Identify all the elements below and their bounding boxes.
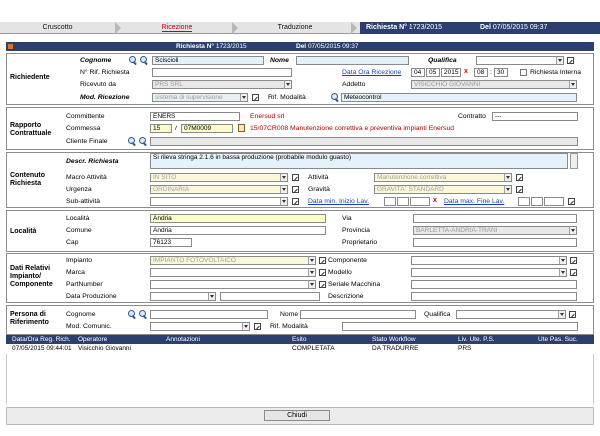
- clear-date-icon[interactable]: x: [464, 68, 468, 75]
- componente-label: Componente: [328, 257, 367, 264]
- textarea-scrollbar[interactable]: [570, 153, 578, 169]
- urgenza-label: Urgenza: [66, 186, 92, 193]
- edit-icon[interactable]: [319, 257, 326, 264]
- tab-separator: [351, 22, 357, 34]
- richiesta-interna-label: Richiesta Interna: [530, 69, 582, 76]
- mod-ricezione-value: sistema di supervisione: [155, 94, 223, 101]
- data-produzione-input[interactable]: [220, 292, 320, 301]
- rif-nome-label: Nome: [280, 311, 299, 318]
- chevron-down-icon[interactable]: [280, 186, 287, 193]
- edit-icon[interactable]: [570, 257, 577, 264]
- top-navigation: [0, 22, 600, 34]
- rif-cognome-label: Cognome: [66, 311, 96, 318]
- via-input[interactable]: [413, 214, 577, 223]
- column-header: Esito: [292, 336, 307, 343]
- nav-date-value: 07/05/2015 09:37: [492, 24, 548, 31]
- search-icon[interactable]: [128, 137, 137, 146]
- document-icon[interactable]: [238, 124, 245, 132]
- cliente-finale-label: Cliente Finale: [66, 138, 108, 145]
- column-header: Data/Ora Reg. Rich.: [12, 336, 71, 343]
- urgenza-value: ORDINARIA: [153, 186, 190, 193]
- alert-icon[interactable]: [568, 198, 575, 205]
- localita-label: Località: [66, 215, 90, 222]
- modello-select[interactable]: [411, 268, 567, 277]
- nome-input[interactable]: [296, 56, 409, 65]
- comune-input[interactable]: Andria: [150, 226, 326, 235]
- addetto-value: VISICCHIO GIOVANNI: [414, 81, 481, 88]
- ricezione-month-input[interactable]: 05: [426, 68, 440, 77]
- edit-icon[interactable]: [567, 57, 574, 64]
- edit-icon[interactable]: [516, 186, 523, 193]
- data-min-year-input[interactable]: [410, 197, 430, 206]
- mod-comunic-label: Mod. Comunic.: [66, 323, 112, 330]
- chevron-down-icon[interactable]: [504, 174, 511, 181]
- cliente-finale-input[interactable]: [150, 137, 578, 146]
- table-cell: Visicchio Giovanni: [78, 345, 131, 352]
- marca-label: Marca: [66, 269, 85, 276]
- provincia-label: Provincia: [342, 227, 370, 234]
- macro-attivita-label: Macro Attività: [66, 174, 107, 181]
- partnumber-select[interactable]: [150, 280, 316, 289]
- nav-date-label: Del: [480, 24, 491, 31]
- chevron-down-icon[interactable]: [308, 257, 315, 264]
- edit-icon[interactable]: [254, 323, 261, 330]
- table-cell: PRS: [458, 345, 472, 352]
- gravita-label: Gravità: [308, 186, 330, 193]
- committente-description: Enersud srl: [250, 113, 285, 120]
- header-request-number: 1723/2015: [215, 43, 247, 50]
- section-title-contenuto: Contenuto Richiesta: [10, 172, 45, 187]
- tab-cruscotto-label: Cruscotto: [42, 24, 73, 31]
- committente-label: Committente: [66, 113, 105, 120]
- edit-icon[interactable]: [319, 269, 326, 276]
- data-max-year-input[interactable]: [544, 197, 564, 206]
- rif-modalita-label: Rif. Modalità: [268, 94, 306, 101]
- data-max-fine-link[interactable]: Data max. Fine Lav.: [444, 198, 505, 205]
- search-icon[interactable]: [331, 93, 340, 102]
- descrizione-input[interactable]: [411, 292, 577, 301]
- section-title-riferimento: Persona di Riferimento: [10, 311, 49, 326]
- impianto-label: Impianto: [66, 257, 93, 264]
- table-cell: 07/05/2015 09:44:01: [12, 345, 72, 352]
- macro-attivita-select[interactable]: [150, 173, 288, 182]
- column-header: Liv. Ute. P.S.: [458, 336, 495, 343]
- chevron-down-icon[interactable]: [308, 281, 315, 288]
- nav-request-label: Richiesta N°: [366, 24, 407, 31]
- rif-qualifica-select[interactable]: [456, 310, 566, 319]
- chevron-down-icon[interactable]: [308, 269, 315, 276]
- table-cell: COMPLETATA: [292, 345, 335, 352]
- contratto-label: Contratto: [458, 113, 486, 120]
- chevron-down-icon[interactable]: [242, 323, 249, 330]
- commessa-separator: /: [175, 125, 177, 132]
- data-produzione-select[interactable]: [150, 292, 216, 301]
- chevron-down-icon[interactable]: [559, 269, 566, 276]
- ricezione-minute-input[interactable]: 30: [494, 68, 508, 77]
- tab-cruscotto[interactable]: [0, 22, 115, 34]
- table-body-area: [6, 354, 594, 404]
- nome-label: Nome: [270, 57, 289, 64]
- proprietario-input[interactable]: [413, 238, 577, 247]
- chevron-down-icon[interactable]: [559, 257, 566, 264]
- componente-select[interactable]: [411, 256, 567, 265]
- cognome-label: Cognome: [80, 57, 112, 64]
- sub-attivita-label: Sub-attività: [66, 198, 101, 205]
- gravita-value: GRAVITA` STANDARD: [377, 186, 444, 193]
- column-header: Ute Pas. Suc.: [538, 336, 578, 343]
- attivita-label: Attività: [308, 174, 329, 181]
- macro-attivita-value: IN SITO: [153, 174, 177, 181]
- time-separator: :: [490, 69, 492, 76]
- addetto-label: Addetto: [342, 81, 366, 88]
- column-header: Stato Workflow: [372, 336, 416, 343]
- tab-separator: [232, 22, 238, 34]
- mod-ricezione-select[interactable]: [152, 93, 248, 102]
- history-table-header: [6, 335, 594, 344]
- gravita-select[interactable]: [374, 185, 512, 194]
- search-icon[interactable]: [129, 56, 138, 65]
- commessa-code-input[interactable]: 07M0009: [181, 124, 233, 133]
- qualifica-label: Qualifica: [428, 57, 457, 64]
- chevron-down-icon[interactable]: [208, 293, 215, 300]
- proprietario-label: Proprietario: [342, 239, 378, 246]
- cap-label: Cap: [66, 239, 79, 246]
- mod-ricezione-label: Mod. Ricezione: [80, 94, 130, 101]
- data-min-month-input[interactable]: [397, 197, 409, 206]
- seriale-label: Seriale Macchina: [328, 281, 381, 288]
- richiesta-interna-checkbox[interactable]: [520, 69, 527, 76]
- chevron-down-icon[interactable]: [569, 227, 576, 234]
- ricezione-year-input[interactable]: 2015: [441, 68, 461, 77]
- tab-traduzione[interactable]: [239, 22, 351, 34]
- chevron-down-icon[interactable]: [558, 311, 565, 318]
- localita-input[interactable]: Andria: [150, 214, 326, 223]
- tab-ricezione-label: Ricezione: [161, 24, 193, 31]
- header-date-value: 07/05/2015 09:37: [307, 43, 359, 50]
- addetto-select[interactable]: [411, 80, 577, 89]
- ricevuto-da-select[interactable]: [152, 80, 292, 89]
- modello-label: Modello: [328, 269, 352, 276]
- close-button[interactable]: Chiudi: [264, 410, 330, 421]
- cognome-input[interactable]: Sciscioli: [152, 56, 264, 65]
- comune-label: Comune: [66, 227, 92, 234]
- ricevuto-da-label: Ricevuto da: [80, 81, 116, 88]
- tab-ricezione[interactable]: [122, 22, 232, 34]
- data-min-day-input[interactable]: [384, 197, 396, 206]
- table-cell: DA TRADURRE: [372, 345, 419, 352]
- edit-icon[interactable]: [319, 281, 326, 288]
- rif-richiesta-input[interactable]: [152, 68, 292, 77]
- descr-richiesta-label: Descr. Richiesta: [66, 158, 119, 165]
- nav-request-info: [360, 22, 600, 34]
- data-max-month-input[interactable]: [531, 197, 543, 206]
- urgenza-select[interactable]: [150, 185, 288, 194]
- rif-modalita-input[interactable]: Meteocontrol: [341, 93, 577, 102]
- nav-request-number: 1723/2015: [408, 24, 442, 31]
- partnumber-label: PartNumber: [66, 281, 103, 288]
- search-icon[interactable]: [128, 310, 137, 319]
- rif-cognome-input[interactable]: [150, 310, 268, 319]
- sub-attivita-select[interactable]: [150, 197, 288, 206]
- rif-modalita-comunic-label: Rif. Modalità: [270, 323, 308, 330]
- commessa-year-input[interactable]: 15: [150, 124, 172, 133]
- edit-icon[interactable]: [292, 198, 299, 205]
- commessa-description: 15/07CR008 Manutenzione correttiva e preventiva impianti Enersud: [250, 125, 455, 132]
- rif-qualifica-label: Qualifica: [424, 311, 451, 318]
- section-title-rapporto: Rapporto Contrattuale: [10, 122, 52, 137]
- attivita-value: Manutenzione correttiva: [377, 174, 447, 181]
- mod-comunic-select[interactable]: [150, 322, 250, 331]
- attivita-select[interactable]: [374, 173, 512, 182]
- seriale-input[interactable]: [411, 280, 577, 289]
- data-min-inizio-link[interactable]: Data min. Inizio Lav.: [308, 198, 370, 205]
- collapse-icon[interactable]: [8, 44, 13, 49]
- edit-icon[interactable]: [252, 94, 259, 101]
- header-request-label: Richiesta N°: [176, 43, 215, 50]
- rif-richiesta-label: N° Rif. Richiesta: [80, 69, 130, 76]
- chevron-down-icon[interactable]: [556, 57, 563, 64]
- clear-date-icon[interactable]: x: [433, 197, 437, 204]
- edit-icon[interactable]: [292, 174, 299, 181]
- chevron-down-icon[interactable]: [569, 81, 576, 88]
- ricezione-day-input[interactable]: 04: [411, 68, 425, 77]
- impianto-select[interactable]: [150, 256, 316, 265]
- cap-input[interactable]: 76123: [150, 238, 192, 247]
- chevron-down-icon[interactable]: [504, 186, 511, 193]
- chevron-down-icon[interactable]: [284, 81, 291, 88]
- contratto-input[interactable]: ---: [492, 112, 578, 121]
- tab-traduzione-label: Traduzione: [277, 24, 313, 31]
- column-header: Annotazioni: [166, 336, 200, 343]
- search-icon[interactable]: [140, 56, 149, 65]
- ricevuto-da-value: PRS SRL: [155, 81, 183, 88]
- column-header: Operatore: [78, 336, 108, 343]
- edit-icon[interactable]: [569, 311, 576, 318]
- data-ora-ricezione-link[interactable]: Data Ora Ricezione: [342, 69, 402, 76]
- section-title-localita: Località: [10, 228, 37, 235]
- search-icon[interactable]: [139, 137, 148, 146]
- impianto-value: IMPIANTO FOTOVOLTAICO: [153, 257, 236, 264]
- section-title-richiedente: Richiedente: [10, 74, 50, 81]
- marca-select[interactable]: [150, 268, 316, 277]
- committente-input[interactable]: ENERS: [150, 112, 240, 121]
- rif-nome-input[interactable]: [300, 310, 416, 319]
- data-max-day-input[interactable]: [518, 197, 530, 206]
- request-header-bar: [6, 42, 594, 51]
- qualifica-select[interactable]: [476, 56, 564, 65]
- chevron-down-icon[interactable]: [280, 174, 287, 181]
- search-icon[interactable]: [139, 310, 148, 319]
- edit-icon[interactable]: [570, 269, 577, 276]
- descrizione-label: Descrizione: [328, 293, 364, 300]
- provincia-select[interactable]: [413, 226, 577, 235]
- section-title-impianto: Dati Relativi Impianto/ Componente: [10, 265, 53, 288]
- chevron-down-icon[interactable]: [240, 94, 247, 101]
- header-date-label: Del: [296, 43, 307, 50]
- provincia-value: BARLETTA-ANDRIA-TRANI: [416, 227, 498, 234]
- commessa-label: Commessa: [66, 125, 101, 132]
- edit-icon[interactable]: [292, 186, 299, 193]
- descr-richiesta-textarea[interactable]: Si rileva stringa 2.1.6 in bassa produzione (probabile modulo guasto): [150, 153, 568, 169]
- data-produzione-label: Data Produzione: [66, 293, 117, 300]
- edit-icon[interactable]: [516, 174, 523, 181]
- rif-modalita-comunic-input[interactable]: [342, 322, 578, 331]
- chevron-down-icon[interactable]: [280, 198, 287, 205]
- via-label: Via: [342, 215, 352, 222]
- tab-separator: [115, 22, 121, 34]
- ricezione-hour-input[interactable]: 08: [474, 68, 488, 77]
